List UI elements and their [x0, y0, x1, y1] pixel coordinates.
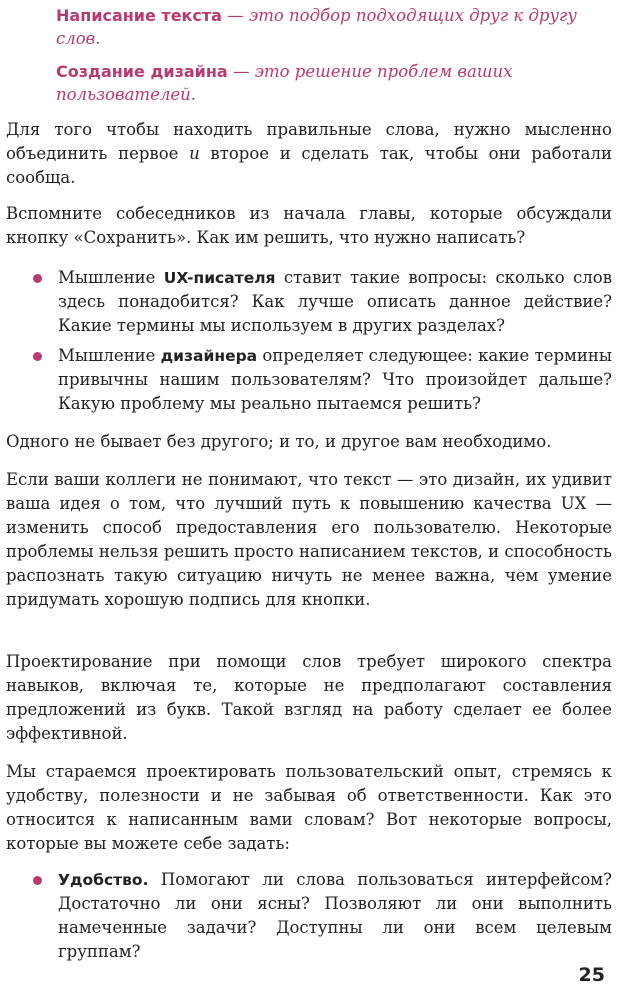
- paragraph-save-button: Вспомните собеседников из начала главы, которые обсуждали кнопку «Сохранить». Как им решить, что нужно написать?: [6, 204, 612, 247]
- page-number: 25: [578, 964, 605, 986]
- emphasis: и: [189, 144, 200, 163]
- definition-text: — это подбор подходящих друг к другу слов.: [56, 6, 577, 48]
- paragraph-combine: [6, 118, 612, 190]
- bullet-dot-icon: [33, 352, 42, 361]
- bullet-text: Мышление: [58, 346, 161, 365]
- bullet-text: Помогают ли слова пользоваться интерфейсом? Достаточно ли они ясны? Позволяют ли они выполнить намеченные задачи? Доступны ли они всем целевым группам?: [58, 870, 612, 961]
- bullet-item: [58, 868, 612, 964]
- bullet-keyword: Удобство.: [58, 871, 149, 889]
- bullet-keyword: UX-писателя: [163, 269, 276, 287]
- definition-term: Написание текста: [56, 6, 222, 25]
- bullet-text: ставит такие вопросы: сколько слов здесь понадобится? Как лучше описать данное действие? Какие термины мы используем в других разделах?: [58, 268, 612, 335]
- paragraph-text: Для того чтобы находить правильные слова, нужно мысленно объединить первое: [6, 120, 612, 163]
- definition-writing: [56, 4, 616, 50]
- bullet-dot-icon: [33, 274, 42, 283]
- definition-term: Создание дизайна: [56, 62, 228, 81]
- paragraph-skills: Проектирование при помощи слов требует широкого спектра навыков, включая те, которые не предполагают составления предложений из букв. Такой взгляд на работу сделает ее более эффективной.: [6, 652, 612, 743]
- bullet-text: определяет следующее: какие термины привычны нашим пользователям? Что произойдет дальше? Какую проблему мы реально пытаемся решить?: [58, 346, 612, 413]
- definition-design: [56, 60, 616, 106]
- bullet-text: Мышление: [58, 268, 164, 287]
- paragraph-both: Одного не бывает без другого; и то, и другое вам необходимо.: [6, 432, 552, 451]
- bullet-item: [58, 344, 612, 416]
- paragraph-questions: Мы стараемся проектировать пользовательский опыт, стремясь к удобству, полезности и не забывая об ответственности. Как это относится к написанным вами словам? Вот некоторые вопросы, которые вы можете себе задать:: [6, 762, 612, 853]
- paragraph-text: второе и сделать так, чтобы они работали сообща.: [6, 144, 612, 187]
- bullet-keyword: дизайнера: [160, 347, 258, 365]
- paragraph-colleagues: Если ваши коллеги не понимают, что текст — это дизайн, их удивит ваша идея о том, что лучший путь к повышению качества UX — изменить способ предоставления его пользователю. Некоторые проблемы нельзя решить просто написанием текстов, и способность распознать такую ситуацию ничуть не менее важна, чем умение придумать хорошую подпись для кнопки.: [6, 470, 612, 609]
- bullet-item: [58, 266, 612, 338]
- bullet-dot-icon: [33, 876, 42, 885]
- definition-text: — это решение проблем ваших пользователей.: [56, 62, 513, 104]
